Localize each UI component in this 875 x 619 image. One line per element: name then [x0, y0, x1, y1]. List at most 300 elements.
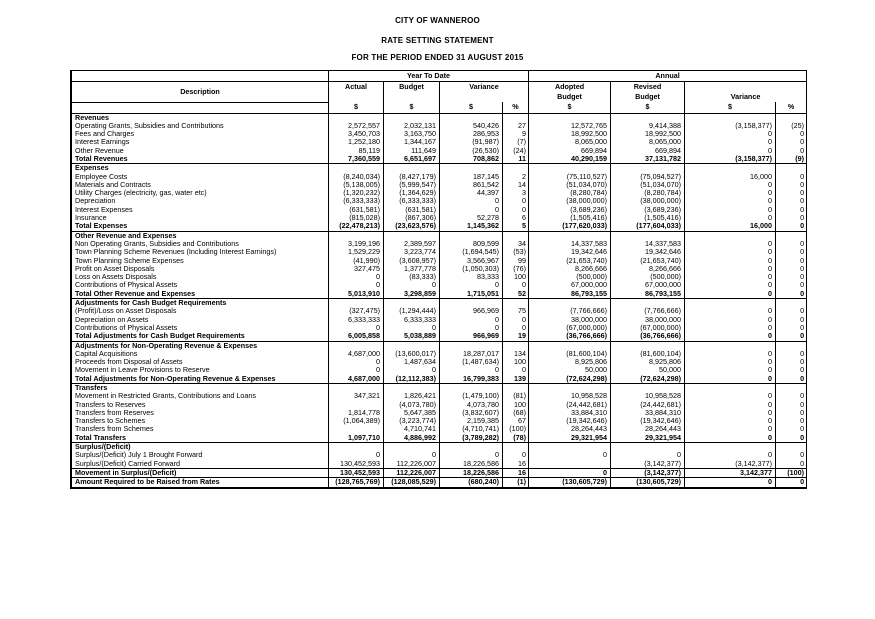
cell-actual: 0 [329, 273, 384, 281]
cell-budget: (631,581) [384, 206, 440, 214]
row-description: Revenues [72, 113, 329, 122]
cell-ytd-variance-pct: 139 [503, 375, 529, 384]
total-row [72, 155, 807, 164]
cell-actual [329, 164, 384, 173]
cell-ytd-variance-pct: 27 [503, 122, 529, 130]
cell-annual-variance: 16,000 [685, 222, 776, 231]
cell-actual: 1,097,710 [329, 434, 384, 443]
cell-ytd-variance: (91,987) [440, 138, 503, 146]
cell-ytd-variance: 44,397 [440, 189, 503, 197]
cell-budget: 5,038,889 [384, 332, 440, 341]
cell-ytd-variance: 708,862 [440, 155, 503, 164]
cell-ytd-variance-pct: 0 [503, 281, 529, 289]
row-description: Adjustments for Non-Operating Revenue & Expenses [72, 341, 329, 350]
cell-budget: (12,112,383) [384, 375, 440, 384]
row-description: Employee Costs [72, 173, 329, 181]
table-row [72, 316, 807, 324]
cell-adopted-budget: (500,000) [529, 273, 611, 281]
cell-ytd-variance-pct [503, 164, 529, 173]
cell-actual: 2,572,557 [329, 122, 384, 130]
cell-annual-variance-pct: 0 [776, 197, 807, 205]
cell-budget: (128,085,529) [384, 478, 440, 487]
table-row [72, 307, 807, 315]
cell-annual-variance: 0 [685, 206, 776, 214]
cell-annual-variance: (3,158,377) [685, 155, 776, 164]
table-row [72, 240, 807, 248]
cell-revised-budget: (51,034,070) [611, 181, 685, 189]
cell-annual-variance-pct: 0 [776, 257, 807, 265]
row-description: Expenses [72, 164, 329, 173]
cell-actual: 5,013,910 [329, 290, 384, 299]
cell-annual-variance: 3,142,377 [685, 468, 776, 477]
cell-ytd-variance-pct: (68) [503, 409, 529, 417]
cell-ytd-variance: 1,145,362 [440, 222, 503, 231]
row-description: Other Revenue and Expenses [72, 231, 329, 240]
cell-revised-budget: (36,766,666) [611, 332, 685, 341]
cell-revised-budget: (19,342,646) [611, 417, 685, 425]
cell-ytd-variance-pct [503, 341, 529, 350]
cell-adopted-budget: 38,000,000 [529, 316, 611, 324]
cell-ytd-variance-pct: 5 [503, 222, 529, 231]
cell-annual-variance-pct: 0 [776, 281, 807, 289]
cell-revised-budget: (3,142,377) [611, 468, 685, 477]
cell-ytd-variance: (1,050,303) [440, 265, 503, 273]
cell-annual-variance-pct: 0 [776, 307, 807, 315]
cell-annual-variance: 0 [685, 248, 776, 256]
cell-budget: 4,886,992 [384, 434, 440, 443]
cell-budget: 111,649 [384, 147, 440, 155]
cell-adopted-budget: 67,000,000 [529, 281, 611, 289]
cell-ytd-variance-pct: (78) [503, 434, 529, 443]
cell-budget: 3,163,750 [384, 130, 440, 138]
cell-ytd-variance [440, 341, 503, 350]
cell-ytd-variance-pct: 34 [503, 240, 529, 248]
row-description: Total Transfers [72, 434, 329, 443]
cell-annual-variance-pct: 0 [776, 375, 807, 384]
cell-annual-variance: 0 [685, 197, 776, 205]
cell-budget [384, 443, 440, 452]
cell-ytd-variance: 809,599 [440, 240, 503, 248]
table-body [72, 113, 807, 487]
unit-adopted: $ [529, 102, 611, 113]
cell-ytd-variance-pct: 52 [503, 290, 529, 299]
row-description: Transfers from Reserves [72, 409, 329, 417]
cell-ytd-variance-pct: 6 [503, 214, 529, 222]
cell-budget: 1,344,167 [384, 138, 440, 146]
cell-actual: 3,450,703 [329, 130, 384, 138]
cell-annual-variance: 0 [685, 307, 776, 315]
cell-actual: 1,814,778 [329, 409, 384, 417]
cell-annual-variance-pct: 0 [776, 350, 807, 358]
cell-revised-budget: 86,793,155 [611, 290, 685, 299]
cell-adopted-budget: 40,290,159 [529, 155, 611, 164]
cell-ytd-variance-pct [503, 384, 529, 393]
cell-adopted-budget: (36,766,666) [529, 332, 611, 341]
cell-annual-variance-pct [776, 164, 807, 173]
cell-budget [384, 299, 440, 308]
cell-budget: 6,651,697 [384, 155, 440, 164]
cell-actual: 85,119 [329, 147, 384, 155]
cell-adopted-budget: 86,793,155 [529, 290, 611, 299]
cell-ytd-variance: 83,333 [440, 273, 503, 281]
cell-actual: 7,360,559 [329, 155, 384, 164]
cell-annual-variance: 0 [685, 265, 776, 273]
cell-revised-budget: (72,624,298) [611, 375, 685, 384]
row-description: Total Other Revenue and Expenses [72, 290, 329, 299]
cell-ytd-variance-pct [503, 231, 529, 240]
cell-annual-variance-pct: 0 [776, 316, 807, 324]
cell-revised-budget [611, 384, 685, 393]
cell-ytd-variance: (3,832,607) [440, 409, 503, 417]
cell-budget: (3,223,774) [384, 417, 440, 425]
table-row [72, 257, 807, 265]
header-ytd-variance: Variance [440, 82, 529, 93]
cell-ytd-variance: 18,226,586 [440, 460, 503, 469]
cell-annual-variance: 0 [685, 138, 776, 146]
table-row [72, 173, 807, 181]
cell-revised-budget: 37,131,782 [611, 155, 685, 164]
cell-ytd-variance: 0 [440, 451, 503, 459]
row-description: Utility Charges (electricity, gas, water etc) [72, 189, 329, 197]
section-heading-row [72, 384, 807, 393]
cell-annual-variance-pct [776, 299, 807, 308]
total-row [72, 478, 807, 487]
unit-actual: $ [329, 102, 384, 113]
cell-adopted-budget: 18,992,500 [529, 130, 611, 138]
cell-adopted-budget: (72,624,298) [529, 375, 611, 384]
cell-annual-variance: (3,142,377) [685, 460, 776, 469]
cell-revised-budget: 67,000,000 [611, 281, 685, 289]
cell-budget: 112,226,007 [384, 460, 440, 469]
cell-adopted-budget [529, 164, 611, 173]
row-description: Amount Required to be Raised from Rates [72, 478, 329, 487]
table-row [72, 451, 807, 459]
report-title: RATE SETTING STATEMENT [381, 36, 494, 45]
cell-revised-budget: (1,505,416) [611, 214, 685, 222]
cell-adopted-budget: 14,337,583 [529, 240, 611, 248]
report-org: CITY OF WANNEROO [395, 16, 480, 25]
cell-annual-variance: 0 [685, 147, 776, 155]
row-description: Transfers to Schemes [72, 417, 329, 425]
cell-revised-budget: 8,065,000 [611, 138, 685, 146]
cell-annual-variance-pct: 0 [776, 147, 807, 155]
cell-actual: 130,452,593 [329, 460, 384, 469]
table-row [72, 273, 807, 281]
cell-annual-variance-pct: 0 [776, 324, 807, 332]
cell-ytd-variance-pct: 75 [503, 307, 529, 315]
cell-ytd-variance-pct [503, 299, 529, 308]
cell-adopted-budget: (38,000,000) [529, 197, 611, 205]
cell-ytd-variance [440, 299, 503, 308]
cell-revised-budget: (67,000,000) [611, 324, 685, 332]
cell-actual: 0 [329, 324, 384, 332]
row-description: Total Revenues [72, 155, 329, 164]
cell-ytd-variance: (4,710,741) [440, 425, 503, 433]
cell-annual-variance: (3,158,377) [685, 122, 776, 130]
cell-revised-budget: (3,689,236) [611, 206, 685, 214]
cell-budget: (3,608,957) [384, 257, 440, 265]
cell-ytd-variance-pct: (53) [503, 248, 529, 256]
cell-adopted-budget: 8,065,000 [529, 138, 611, 146]
row-description: Contributions of Physical Assets [72, 281, 329, 289]
row-description: Transfers from Schemes [72, 425, 329, 433]
cell-ytd-variance: 0 [440, 324, 503, 332]
cell-budget: 112,226,007 [384, 468, 440, 477]
table-row [72, 122, 807, 130]
cell-ytd-variance-pct: 0 [503, 324, 529, 332]
cell-revised-budget: (24,442,681) [611, 401, 685, 409]
cell-annual-variance: 0 [685, 401, 776, 409]
cell-actual: 1,529,229 [329, 248, 384, 256]
cell-ytd-variance [440, 231, 503, 240]
cell-revised-budget: (177,604,033) [611, 222, 685, 231]
cell-budget: 4,710,741 [384, 425, 440, 433]
cell-ytd-variance-pct: 0 [503, 197, 529, 205]
cell-adopted-budget: (177,620,033) [529, 222, 611, 231]
section-heading-row [72, 299, 807, 308]
cell-revised-budget: (81,600,104) [611, 350, 685, 358]
cell-revised-budget: (8,280,784) [611, 189, 685, 197]
row-description: Total Expenses [72, 222, 329, 231]
total-row [72, 332, 807, 341]
cell-budget: 6,333,333 [384, 316, 440, 324]
cell-annual-variance-pct: 0 [776, 189, 807, 197]
cell-revised-budget: (75,094,527) [611, 173, 685, 181]
cell-adopted-budget: (130,605,729) [529, 478, 611, 487]
cell-adopted-budget: (19,342,646) [529, 417, 611, 425]
row-description: Total Adjustments for Non-Operating Revenue & Expenses [72, 375, 329, 384]
cell-annual-variance-pct: (25) [776, 122, 807, 130]
header-adopted-budget: Budget [529, 92, 611, 102]
cell-adopted-budget [529, 113, 611, 122]
cell-budget: (13,600,017) [384, 350, 440, 358]
table-row [72, 189, 807, 197]
cell-adopted-budget [529, 460, 611, 469]
cell-revised-budget [611, 231, 685, 240]
cell-budget: 2,032,131 [384, 122, 440, 130]
cell-actual [329, 425, 384, 433]
cell-adopted-budget: (81,600,104) [529, 350, 611, 358]
cell-annual-variance-pct: 0 [776, 451, 807, 459]
row-description: Transfers [72, 384, 329, 393]
row-description: Transfers to Reserves [72, 401, 329, 409]
cell-ytd-variance-pct: 16 [503, 468, 529, 477]
cell-actual: (5,138,005) [329, 181, 384, 189]
cell-ytd-variance-pct [503, 443, 529, 452]
cell-ytd-variance-pct [503, 113, 529, 122]
cell-annual-variance: 0 [685, 358, 776, 366]
cell-ytd-variance: 18,287,017 [440, 350, 503, 358]
cell-ytd-variance [440, 164, 503, 173]
cell-adopted-budget [529, 299, 611, 308]
total-row [72, 434, 807, 443]
row-description: Insurance [72, 214, 329, 222]
cell-budget: (5,999,547) [384, 181, 440, 189]
row-description: Materials and Contracts [72, 181, 329, 189]
cell-annual-variance-pct: 0 [776, 478, 807, 487]
cell-ytd-variance: (26,530) [440, 147, 503, 155]
cell-annual-variance: 0 [685, 324, 776, 332]
cell-adopted-budget: 19,342,646 [529, 248, 611, 256]
cell-annual-variance-pct: 0 [776, 401, 807, 409]
row-description: Fees and Charges [72, 130, 329, 138]
cell-budget: 0 [384, 324, 440, 332]
cell-annual-variance-pct: 0 [776, 417, 807, 425]
cell-actual: 0 [329, 358, 384, 366]
unit-budget: $ [384, 102, 440, 113]
row-description: Proceeds from Disposal of Assets [72, 358, 329, 366]
cell-ytd-variance: 540,426 [440, 122, 503, 130]
header-actual: Actual [329, 82, 384, 93]
cell-annual-variance [685, 384, 776, 393]
cell-actual: 347,321 [329, 392, 384, 400]
table-row [72, 181, 807, 189]
cell-annual-variance-pct: 0 [776, 222, 807, 231]
rate-setting-table [70, 70, 807, 489]
cell-revised-budget [611, 443, 685, 452]
cell-annual-variance [685, 341, 776, 350]
cell-actual: (8,240,034) [329, 173, 384, 181]
cell-annual-variance: 0 [685, 290, 776, 299]
row-description: Movement in Leave Provisions to Reserve [72, 366, 329, 374]
cell-actual [329, 341, 384, 350]
cell-ytd-variance: 0 [440, 281, 503, 289]
cell-revised-budget: 8,925,806 [611, 358, 685, 366]
section-heading-row [72, 231, 807, 240]
cell-budget: (8,427,179) [384, 173, 440, 181]
cell-ytd-variance-pct: 16 [503, 460, 529, 469]
table-row [72, 206, 807, 214]
cell-ytd-variance: (3,789,282) [440, 434, 503, 443]
unit-ytd-variance-pct: % [503, 102, 529, 113]
cell-budget: 3,223,774 [384, 248, 440, 256]
cell-revised-budget: (3,142,377) [611, 460, 685, 469]
header-ytd-variance-spacer [440, 92, 529, 102]
table-row [72, 324, 807, 332]
cell-adopted-budget: (21,653,740) [529, 257, 611, 265]
cell-annual-variance: 0 [685, 392, 776, 400]
cell-ytd-variance: 187,145 [440, 173, 503, 181]
cell-annual-variance-pct: 0 [776, 358, 807, 366]
table-row [72, 366, 807, 374]
cell-revised-budget: (500,000) [611, 273, 685, 281]
cell-ytd-variance-pct: 11 [503, 155, 529, 164]
cell-annual-variance-pct: 0 [776, 248, 807, 256]
cell-ytd-variance: 4,073,780 [440, 401, 503, 409]
cell-budget: (1,364,629) [384, 189, 440, 197]
header-budget-spacer [384, 92, 440, 102]
cell-actual: 0 [329, 281, 384, 289]
cell-ytd-variance: 2,159,385 [440, 417, 503, 425]
cell-actual [329, 231, 384, 240]
cell-ytd-variance-pct: 0 [503, 316, 529, 324]
cell-adopted-budget: 12,572,765 [529, 122, 611, 130]
cell-budget: 2,389,597 [384, 240, 440, 248]
cell-annual-variance: 0 [685, 366, 776, 374]
cell-annual-variance: 0 [685, 181, 776, 189]
cell-annual-variance [685, 443, 776, 452]
cell-ytd-variance: 0 [440, 316, 503, 324]
cell-actual [329, 299, 384, 308]
header-annual-variance: Variance [685, 82, 807, 103]
row-description: Town Planning Scheme Expenses [72, 257, 329, 265]
cell-adopted-budget: 50,000 [529, 366, 611, 374]
cell-revised-budget: 9,414,388 [611, 122, 685, 130]
cell-budget [384, 341, 440, 350]
cell-budget [384, 384, 440, 393]
cell-annual-variance-pct: 0 [776, 214, 807, 222]
total-row [72, 222, 807, 231]
cell-adopted-budget: 0 [529, 451, 611, 459]
cell-ytd-variance-pct: 0 [503, 366, 529, 374]
cell-actual: (128,765,769) [329, 478, 384, 487]
cell-annual-variance-pct [776, 443, 807, 452]
cell-ytd-variance-pct: (7) [503, 138, 529, 146]
cell-ytd-variance-pct: 67 [503, 417, 529, 425]
cell-budget [384, 231, 440, 240]
cell-ytd-variance [440, 113, 503, 122]
cell-budget: (867,306) [384, 214, 440, 222]
cell-adopted-budget [529, 384, 611, 393]
cell-actual: 4,687,000 [329, 375, 384, 384]
cell-annual-variance: 0 [685, 273, 776, 281]
cell-adopted-budget: 29,321,954 [529, 434, 611, 443]
row-description: Depreciation on Assets [72, 316, 329, 324]
cell-revised-budget: (7,766,666) [611, 307, 685, 315]
cell-revised-budget: (21,653,740) [611, 257, 685, 265]
cell-ytd-variance-pct: 99 [503, 257, 529, 265]
cell-adopted-budget [529, 341, 611, 350]
cell-ytd-variance: 18,226,586 [440, 468, 503, 477]
cell-budget: (83,333) [384, 273, 440, 281]
table-row [72, 425, 807, 433]
row-description: Adjustments for Cash Budget Requirements [72, 299, 329, 308]
cell-actual: (631,581) [329, 206, 384, 214]
cell-annual-variance-pct: 0 [776, 206, 807, 214]
cell-actual: (6,333,333) [329, 197, 384, 205]
cell-adopted-budget: (51,034,070) [529, 181, 611, 189]
cell-ytd-variance [440, 443, 503, 452]
header-adopted: Adopted [529, 82, 611, 93]
cell-annual-variance-pct [776, 341, 807, 350]
cell-ytd-variance-pct: 100 [503, 401, 529, 409]
cell-budget: 0 [384, 281, 440, 289]
cell-revised-budget: 8,266,666 [611, 265, 685, 273]
cell-annual-variance-pct: 0 [776, 138, 807, 146]
cell-annual-variance: 0 [685, 332, 776, 341]
cell-actual: 0 [329, 451, 384, 459]
cell-ytd-variance: (1,694,545) [440, 248, 503, 256]
cell-budget: (6,333,333) [384, 197, 440, 205]
cell-ytd-variance: 16,799,383 [440, 375, 503, 384]
row-description: Contributions of Physical Assets [72, 324, 329, 332]
cell-ytd-variance: 1,715,051 [440, 290, 503, 299]
cell-annual-variance [685, 231, 776, 240]
cell-adopted-budget: 8,925,806 [529, 358, 611, 366]
cell-annual-variance-pct: 0 [776, 460, 807, 469]
cell-budget: 0 [384, 366, 440, 374]
cell-budget: 3,298,859 [384, 290, 440, 299]
cell-actual: (41,990) [329, 257, 384, 265]
cell-revised-budget [611, 113, 685, 122]
row-description: Loss on Assets Disposals [72, 273, 329, 281]
cell-adopted-budget: (24,442,681) [529, 401, 611, 409]
cell-revised-budget: 33,884,310 [611, 409, 685, 417]
cell-annual-variance-pct: 0 [776, 181, 807, 189]
row-description: Movement in Surplus/(Deficit) [72, 468, 329, 477]
cell-annual-variance [685, 164, 776, 173]
cell-annual-variance: 0 [685, 434, 776, 443]
